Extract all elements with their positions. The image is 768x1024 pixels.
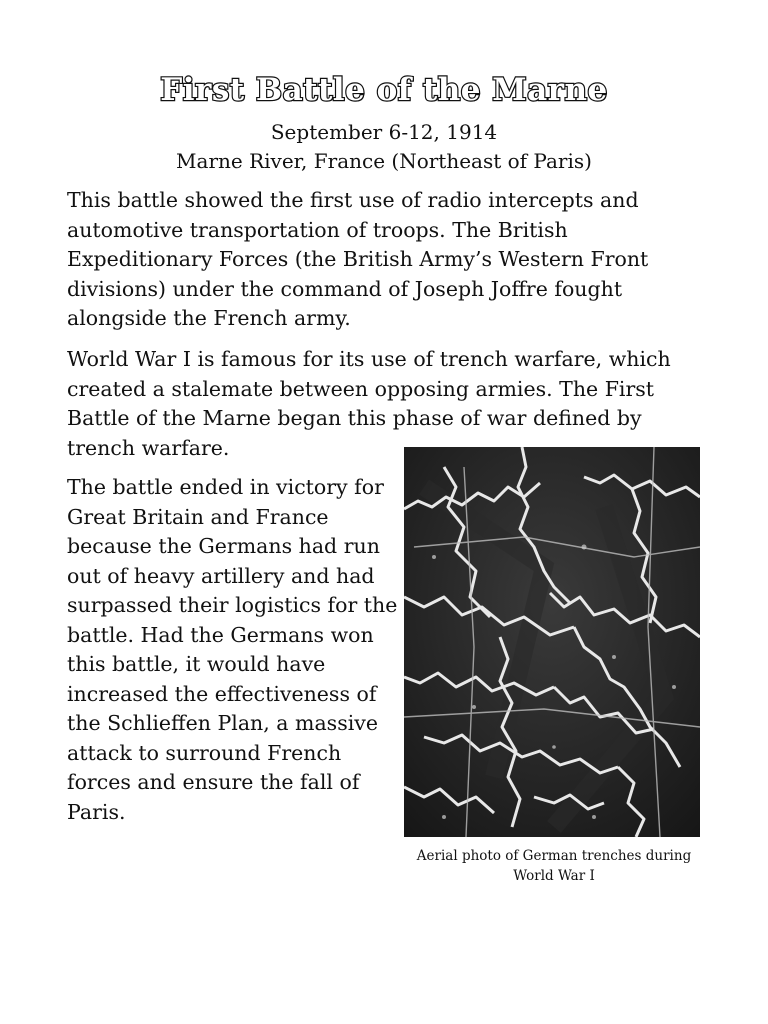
battle-location: Marne River, France (Northeast of Paris) bbox=[176, 149, 592, 173]
paragraph-trench-warfare: World War I is famous for its use of trench warfare, which created a stalemate between opposing armies. The First Battle of the Marne began this phase of war defined by trench warfare. bbox=[67, 347, 671, 460]
page-title: First Battle of the Marne bbox=[160, 72, 608, 108]
photo-caption bbox=[404, 846, 704, 886]
photo-caption-line-2: World War I bbox=[513, 868, 595, 884]
photo-caption-line-1: Aerial photo of German trenches during bbox=[416, 848, 692, 864]
paragraph-outcome: The battle ended in victory for Great Britain and France because the Germans had run out of heavy artillery and had surpassed their logistics for the battle. Had the Germans won this battle, it would have increased the effectiveness of the Schlieffen Plan, a massive attack to surround French forces and ensure the fall of Paris. bbox=[67, 475, 398, 824]
aerial-trench-photo bbox=[404, 447, 700, 837]
paragraph-intro: This battle showed the first use of radio intercepts and automotive transportation of troops. The British Expeditionary Forces (the British Army’s Western Front divisions) under the command of Joseph Joffre fought alongside the French army. bbox=[67, 188, 649, 330]
battle-date: September 6-12, 1914 bbox=[270, 120, 498, 144]
trench-photo-illustration bbox=[404, 447, 700, 837]
